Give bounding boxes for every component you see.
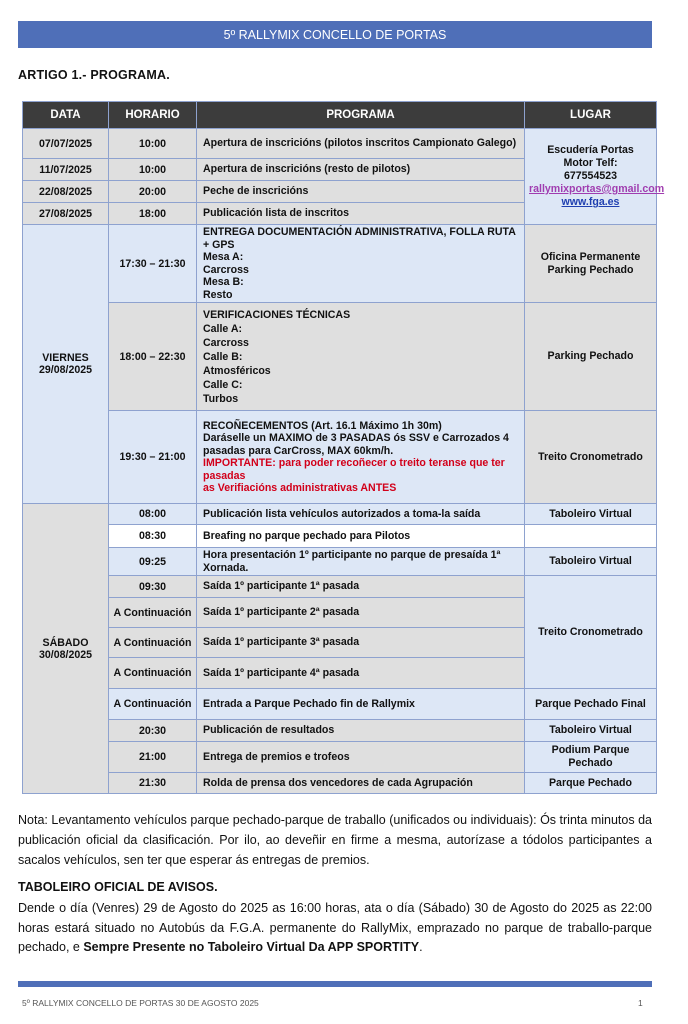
header-date: DATA [23,102,109,129]
table-row [23,689,657,720]
section-title: ARTIGO 1.- PROGRAMA. [18,68,170,82]
row-time: 20:30 [109,720,197,742]
board-paragraph [18,899,652,958]
row-place [525,525,657,548]
row-place: Parking Pechado [525,303,657,411]
row-time: 18:00 [109,203,197,225]
program-line: Daráselle un MAXIMO de 3 PASADAS ós SSV e Carrozados 4 pasadas para CarCross, MAX 60km/h. [203,432,509,457]
page-number: 1 [638,998,643,1008]
contact-phone: 677554523 [563,170,618,182]
program-line: RECOÑECEMENTOS (Art. 16.1 Máximo 1h 30m) [203,419,442,432]
saturday-date-cell [23,504,109,794]
footer-text: 5º RALLYMIX CONCELLO DE PORTAS 30 DE AGOSTO 2025 [22,998,259,1008]
row-time: 21:00 [109,742,197,773]
board-text: Dende o día (Venres) 29 de Agosto do 2025 as 16:00 horas, ata o día (Sábado) 30 de Agosto do 2025 as 22:00 horas estará situado no Autobús da F.G.A. permanente do RallyMix, emprazado no parque de traballo-parque pechado, e [18,901,652,954]
program-line: Carcross [203,263,249,276]
table-row [23,525,657,548]
row-time: A Continuación [109,628,197,658]
board-text-end: . [419,940,423,954]
table-row [23,773,657,794]
program-line: Mesa B: [203,276,244,288]
row-time: 09:30 [109,576,197,598]
program-line: Turbos [203,392,239,405]
header-place: LUGAR [525,102,657,129]
program-line: Mesa A: [203,251,244,263]
row-program: Rolda de prensa dos vencedores de cada Agrupación [197,773,525,794]
program-line: Carcross [203,336,249,349]
row-place: Podium Parque Pechado [525,742,657,773]
row-program: Saída 1º participante 4ª pasada [197,658,525,689]
row-program [197,225,525,303]
table-row [23,742,657,773]
row-time: 19:30 – 21:00 [109,411,197,504]
program-table [22,101,665,794]
row-time: A Continuación [109,689,197,720]
header-time: HORARIO [109,102,197,129]
program-line: Resto [203,288,233,301]
row-program: Publicación lista de inscritos [197,203,525,225]
header-program: PROGRAMA [197,102,525,129]
friday-date-cell [23,225,109,504]
row-program: Apertura de inscricións (resto de pilotos) [197,159,525,181]
table-row [23,548,657,576]
footer-bar [18,981,652,987]
row-time: 09:25 [109,548,197,576]
row-time: 08:00 [109,504,197,525]
board-bold-text: Sempre Presente no Taboleiro Virtual Da APP SPORTITY [83,940,420,954]
banner-title: 5º RALLYMIX CONCELLO DE PORTAS [223,27,447,42]
program-line: VERIFICACIONES TÉCNICAS [203,308,351,321]
table-row [23,225,657,303]
row-place: Taboleiro Virtual [525,720,657,742]
row-program [197,411,525,504]
row-time: 18:00 – 22:30 [109,303,197,411]
row-time: 21:30 [109,773,197,794]
table-row [23,504,657,525]
contact-phone-label: Motor Telf: [563,157,618,169]
contact-name: Escudería Portas [547,144,634,156]
board-title: TABOLEIRO OFICIAL DE AVISOS. [18,880,218,894]
row-program: Saída 1º participante 2ª pasada [197,598,525,628]
row-place: Taboleiro Virtual [525,548,657,576]
row-program: Apertura de inscricións (pilotos inscritos Campionato Galego) [197,129,525,159]
important-note: IMPORTANTE: para poder recoñecer o treito teranse que ter pasadas [203,457,505,482]
row-program: Saída 1º participante 1ª pasada [197,576,525,598]
program-line: Atmosféricos [203,364,271,377]
row-place: Treito Cronometrado [525,411,657,504]
table-row [23,576,657,598]
program-line: ENTREGA DOCUMENTACIÓN ADMINISTRATIVA, FOLLA RUTA + GPS [203,226,516,251]
row-program: Entrega de premios e trofeos [197,742,525,773]
row-date: 11/07/2025 [23,159,109,181]
row-place: Taboleiro Virtual [525,504,657,525]
row-time: 10:00 [109,159,197,181]
important-note: as Verifiacións administrativas ANTES [203,482,397,494]
row-time: 17:30 – 21:30 [109,225,197,303]
contact-email-link[interactable]: rallymixportas@gmail.com [529,183,665,195]
program-line: Calle B: [203,350,243,363]
table-row [23,129,657,159]
friday-date: VIERNES 29/08/2025 [38,352,93,376]
row-place: Oficina Permanente Parking Pechado [525,225,657,303]
row-time: 20:00 [109,181,197,203]
row-program: Entrada a Parque Pechado fin de Rallymix [197,689,525,720]
row-program [197,303,525,411]
row-program: Saída 1º participante 3ª pasada [197,628,525,658]
row-date: 07/07/2025 [23,129,109,159]
table-row [23,720,657,742]
row-time: A Continuación [109,598,197,628]
saturday-date: SÁBADO 30/08/2025 [38,636,93,661]
table-header-row [23,102,657,129]
row-program: Peche de inscricións [197,181,525,203]
table-row [23,411,657,504]
row-time: 08:30 [109,525,197,548]
table-row [23,303,657,411]
program-line: Calle A: [203,322,243,335]
row-program: Publicación de resultados [197,720,525,742]
contact-cell [525,129,665,225]
row-time: 10:00 [109,129,197,159]
row-program: Hora presentación 1º participante no parque de presaída 1ª Xornada. [197,548,525,576]
row-place: Treito Cronometrado [525,576,657,689]
row-place: Parque Pechado [525,773,657,794]
row-time: A Continuación [109,658,197,689]
contact-web-link[interactable]: www.fga.es [561,196,620,208]
row-date: 27/08/2025 [23,203,109,225]
row-program: Breafing no parque pechado para Pilotos [197,525,525,548]
document-banner [18,21,652,48]
program-line: Calle C: [203,378,243,391]
row-date: 22/08/2025 [23,181,109,203]
row-place: Parque Pechado Final [525,689,657,720]
row-program: Publicación lista vehículos autorizados a toma-la saída [197,504,525,525]
note-paragraph: Nota: Levantamento vehículos parque pechado-parque de traballo (unificados ou individuais): Ós trinta minutos da publicación oficial da clasificación. Por ilo, ao deveñir en firme a mesma, autorízase a tódolos participantes a sacalos vehículos, sen ter que esperar ás entregas de premios. [18,813,652,867]
